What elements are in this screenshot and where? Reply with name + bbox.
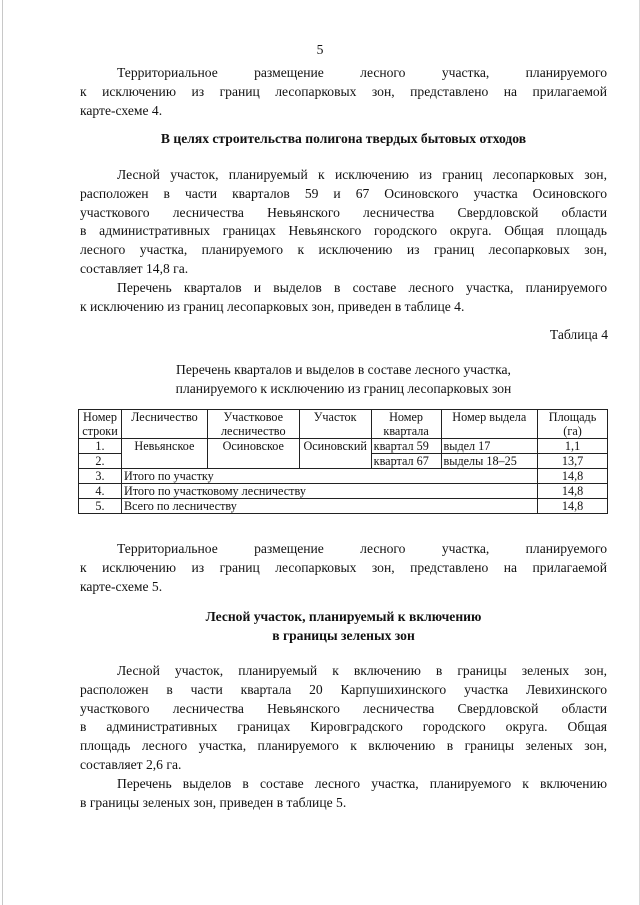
text-line: в административных границах Кировградского городского округа. Общая bbox=[80, 719, 607, 735]
text-line: составляет 2,6 га. bbox=[80, 756, 182, 772]
table-total-row bbox=[79, 484, 608, 499]
cell-quarter: квартал 67 bbox=[371, 454, 441, 469]
cell-quarter: квартал 59 bbox=[371, 439, 441, 454]
text-line: к исключению из границ лесопарковых зон, представлено на прилагаемой bbox=[80, 83, 607, 99]
paragraph-table4-ref bbox=[80, 279, 607, 317]
caption-line: Перечень кварталов и выделов в составе лесного участка, bbox=[176, 362, 511, 377]
section-heading-landfill: В целях строительства полигона твердых бытовых отходов bbox=[160, 131, 527, 146]
text-line: Территориальное размещение лесного участка, планируемого bbox=[117, 65, 607, 80]
header-cell: Участковое лесничество bbox=[207, 410, 299, 439]
text-line: Лесной участок, планируемый к включению в границы зеленых зон, bbox=[117, 663, 607, 678]
header-cell: Участок bbox=[299, 410, 371, 439]
cell-total-label: Всего по лесничеству bbox=[121, 499, 537, 514]
row-number: 5. bbox=[79, 499, 122, 514]
text-line: составляет 14,8 га. bbox=[80, 260, 189, 276]
paragraph-map5-ref bbox=[80, 540, 607, 596]
header-cell: Номер выдела bbox=[441, 410, 538, 439]
row-number: 4. bbox=[79, 484, 122, 499]
text-line: площадь лесного участка, планируемого к включению в границы зеленых зон, bbox=[80, 738, 607, 754]
cell-area: 1,1 bbox=[538, 439, 608, 454]
table-header-row bbox=[79, 410, 608, 439]
cell-area: 14,8 bbox=[538, 484, 608, 499]
cell-area: 14,8 bbox=[538, 469, 608, 484]
cell-total-label: Итого по участку bbox=[121, 469, 537, 484]
paragraph-table5-ref bbox=[80, 775, 607, 813]
text-line: в административных границах Невьянского городского округа. Общая площадь bbox=[80, 223, 607, 239]
header-cell: Лесничество bbox=[121, 410, 207, 439]
table-label: Таблица 4 bbox=[549, 327, 608, 342]
header-cell: Номер строки bbox=[79, 410, 122, 439]
row-number: 1. bbox=[79, 439, 122, 454]
header-cell: Номер квартала bbox=[371, 410, 441, 439]
text-line: к исключению из границ лесопарковых зон, представлено на прилагаемой bbox=[80, 559, 607, 575]
text-line: в границы зеленых зон, приведен в таблице 5. bbox=[80, 794, 347, 810]
table-total-row bbox=[79, 499, 608, 514]
cell-area: 13,7 bbox=[538, 454, 608, 469]
paragraph-landfill-description bbox=[80, 166, 607, 279]
caption-line: планируемого к исключению из границ лесопарковых зон bbox=[175, 380, 512, 396]
quarters-table bbox=[78, 409, 608, 514]
cell-forestry: Невьянское bbox=[121, 439, 207, 469]
text-line: участкового лесничества Невьянского лесничества Свердловской области bbox=[80, 204, 607, 220]
heading-line: Лесной участок, планируемый к включению bbox=[205, 609, 482, 624]
text-line: участкового лесничества Невьянского лесничества Свердловской области bbox=[80, 700, 607, 716]
section-heading-green-zones bbox=[80, 608, 607, 646]
text-line: Перечень кварталов и выделов в составе лесного участка, планируемого bbox=[117, 280, 607, 295]
table-total-row bbox=[79, 469, 608, 484]
text-line: Лесной участок, планируемый к исключению из границ лесопарковых зон, bbox=[117, 167, 607, 182]
text-line: расположен в части кварталов 59 и 67 Осиновского участка Осиновского bbox=[80, 185, 607, 201]
table-caption bbox=[80, 361, 607, 399]
paragraph-top bbox=[80, 64, 607, 120]
cell-plot: выдел 17 bbox=[441, 439, 538, 454]
text-line: Территориальное размещение лесного участка, планируемого bbox=[117, 541, 607, 556]
text-line: к исключению из границ лесопарковых зон, приведен в таблице 4. bbox=[80, 298, 465, 314]
cell-plot: выделы 18–25 bbox=[441, 454, 538, 469]
cell-district: Осиновское bbox=[207, 439, 299, 469]
text-line: Перечень выделов в составе лесного участка, планируемого к включению bbox=[117, 776, 607, 791]
row-number: 2. bbox=[79, 454, 122, 469]
cell-total-label: Итого по участковому лесничеству bbox=[121, 484, 537, 499]
header-cell: Площадь (га) bbox=[538, 410, 608, 439]
cell-area: 14,8 bbox=[538, 499, 608, 514]
text-line: расположен в части квартала 20 Карпушихинского участка Левихинского bbox=[80, 681, 607, 697]
row-number: 3. bbox=[79, 469, 122, 484]
text-line: карте-схеме 5. bbox=[80, 578, 163, 594]
text-line: карте-схеме 4. bbox=[80, 102, 163, 118]
scan-edge-left bbox=[2, 0, 3, 905]
text-line: лесного участка, планируемого к исключению из границ лесопарковых зон, bbox=[80, 242, 607, 258]
cell-site: Осиновский bbox=[299, 439, 371, 469]
table-row bbox=[79, 439, 608, 454]
heading-line: в границы зеленых зон bbox=[272, 627, 415, 643]
page-number: 5 bbox=[316, 42, 324, 57]
paragraph-green-zone-description bbox=[80, 662, 607, 775]
